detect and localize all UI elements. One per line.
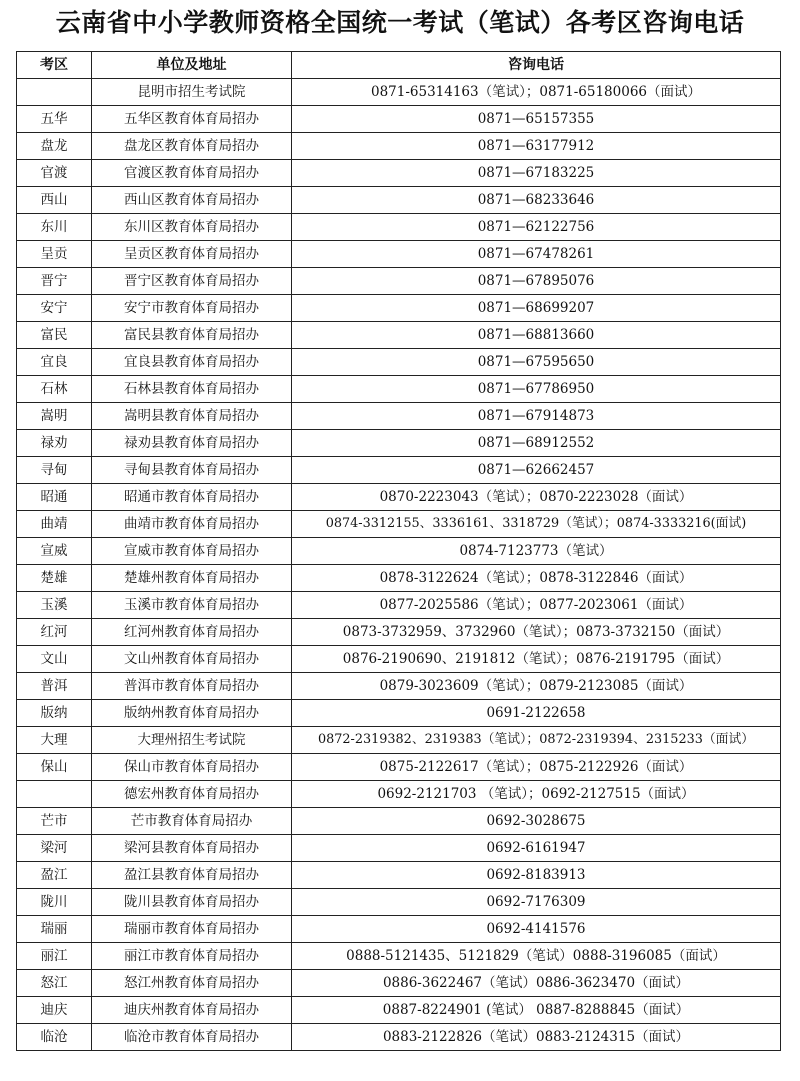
unit-cell: 曲靖市教育体育局招办: [92, 511, 292, 538]
region-cell: 寻甸: [17, 457, 92, 484]
table-row: [17, 376, 781, 403]
unit-cell: 富民县教育体育局招办: [92, 322, 292, 349]
unit-cell: 瑞丽市教育体育局招办: [92, 916, 292, 943]
unit-cell: 芒市教育体育局招办: [92, 808, 292, 835]
region-cell: 版纳: [17, 700, 92, 727]
table-row: [17, 943, 781, 970]
table-row: [17, 106, 781, 133]
phone-cell: 0875-2122617（笔试）；0875-2122926（面试）: [292, 754, 781, 781]
table-body: [17, 79, 781, 1051]
table-row: [17, 511, 781, 538]
phone-cell: 0873-3732959、3732960（笔试）；0873-3732150（面试）: [292, 619, 781, 646]
phone-cell: 0878-3122624（笔试）；0878-3122846（面试）: [292, 565, 781, 592]
header-unit: 单位及地址: [92, 52, 292, 79]
table-row: [17, 484, 781, 511]
phone-cell: 0692-6161947: [292, 835, 781, 862]
table-row: [17, 187, 781, 214]
table-row: [17, 538, 781, 565]
phone-cell: 0871—68813660: [292, 322, 781, 349]
unit-cell: 大理州招生考试院: [92, 727, 292, 754]
table-row: [17, 268, 781, 295]
unit-cell: 安宁市教育体育局招办: [92, 295, 292, 322]
region-cell: 保山: [17, 754, 92, 781]
unit-cell: 宣威市教育体育局招办: [92, 538, 292, 565]
table-row: [17, 430, 781, 457]
phone-cell: 0870-2223043（笔试）；0870-2223028（面试）: [292, 484, 781, 511]
table-row: [17, 997, 781, 1024]
phone-cell: 0874-3312155、3336161、3318729（笔试）；0874-3333216(面试): [292, 511, 781, 538]
table-row: [17, 970, 781, 997]
table-row: [17, 295, 781, 322]
region-cell: 禄劝: [17, 430, 92, 457]
unit-cell: 禄劝县教育体育局招办: [92, 430, 292, 457]
unit-cell: 楚雄州教育体育局招办: [92, 565, 292, 592]
phone-cell: 0883-2122826（笔试）0883-2124315（面试）: [292, 1024, 781, 1051]
region-cell: 曲靖: [17, 511, 92, 538]
table-row: [17, 754, 781, 781]
phone-cell: 0871—67478261: [292, 241, 781, 268]
unit-cell: 陇川县教育体育局招办: [92, 889, 292, 916]
phone-cell: 0692-8183913: [292, 862, 781, 889]
table-row: [17, 133, 781, 160]
unit-cell: 迪庆州教育体育局招办: [92, 997, 292, 1024]
phone-cell: 0887-8224901 (笔试） 0887-8288845（面试）: [292, 997, 781, 1024]
region-cell: 五华: [17, 106, 92, 133]
table-row: [17, 727, 781, 754]
phone-cell: 0692-2121703 （笔试）；0692-2127515（面试）: [292, 781, 781, 808]
contact-table: [16, 51, 781, 1051]
region-cell: 丽江: [17, 943, 92, 970]
region-cell: 东川: [17, 214, 92, 241]
table-row: [17, 403, 781, 430]
unit-cell: 德宏州教育体育局招办: [92, 781, 292, 808]
region-cell: 宜良: [17, 349, 92, 376]
phone-cell: 0871—63177912: [292, 133, 781, 160]
phone-cell: 0871—68912552: [292, 430, 781, 457]
region-cell: 盈江: [17, 862, 92, 889]
phone-cell: 0871—67914873: [292, 403, 781, 430]
phone-cell: 0871—68699207: [292, 295, 781, 322]
table-row: [17, 565, 781, 592]
unit-cell: 玉溪市教育体育局招办: [92, 592, 292, 619]
table-row: [17, 835, 781, 862]
table-row: [17, 889, 781, 916]
phone-cell: 0888-5121435、5121829（笔试）0888-3196085（面试）: [292, 943, 781, 970]
region-cell: 安宁: [17, 295, 92, 322]
unit-cell: 西山区教育体育局招办: [92, 187, 292, 214]
table-row: [17, 862, 781, 889]
table-row: [17, 673, 781, 700]
page-title: 云南省中小学教师资格全国统一考试（笔试）各考区咨询电话: [55, 8, 745, 37]
header-region: 考区: [17, 52, 92, 79]
region-cell: 石林: [17, 376, 92, 403]
region-cell: 瑞丽: [17, 916, 92, 943]
region-cell: 晋宁: [17, 268, 92, 295]
phone-cell: 0692-3028675: [292, 808, 781, 835]
phone-cell: 0876-2190690、2191812（笔试）；0876-2191795（面试）: [292, 646, 781, 673]
region-cell: 盘龙: [17, 133, 92, 160]
region-cell: 西山: [17, 187, 92, 214]
unit-cell: 保山市教育体育局招办: [92, 754, 292, 781]
phone-cell: 0874-7123773（笔试）: [292, 538, 781, 565]
region-cell: 玉溪: [17, 592, 92, 619]
region-cell: 普洱: [17, 673, 92, 700]
table-row: [17, 619, 781, 646]
phone-cell: 0871—67786950: [292, 376, 781, 403]
region-cell: 大理: [17, 727, 92, 754]
unit-cell: 怒江州教育体育局招办: [92, 970, 292, 997]
region-cell: 红河: [17, 619, 92, 646]
unit-cell: 红河州教育体育局招办: [92, 619, 292, 646]
table-row: [17, 700, 781, 727]
region-cell: 芒市: [17, 808, 92, 835]
table-row: [17, 916, 781, 943]
unit-cell: 呈贡区教育体育局招办: [92, 241, 292, 268]
unit-cell: 普洱市教育体育局招办: [92, 673, 292, 700]
unit-cell: 寻甸县教育体育局招办: [92, 457, 292, 484]
table-row: [17, 160, 781, 187]
phone-cell: 0877-2025586（笔试）；0877-2023061（面试）: [292, 592, 781, 619]
unit-cell: 嵩明县教育体育局招办: [92, 403, 292, 430]
table-row: [17, 79, 781, 106]
phone-cell: 0692-7176309: [292, 889, 781, 916]
phone-cell: 0692-4141576: [292, 916, 781, 943]
table-row: [17, 214, 781, 241]
table-row: [17, 457, 781, 484]
table-row: [17, 349, 781, 376]
unit-cell: 官渡区教育体育局招办: [92, 160, 292, 187]
region-cell: [17, 79, 92, 106]
unit-cell: 宜良县教育体育局招办: [92, 349, 292, 376]
region-cell: 嵩明: [17, 403, 92, 430]
phone-cell: 0871—65157355: [292, 106, 781, 133]
phone-cell: 0872-2319382、2319383（笔试）；0872-2319394、2315233（面试）: [292, 727, 781, 754]
phone-cell: 0871—62122756: [292, 214, 781, 241]
table-row: [17, 1024, 781, 1051]
region-cell: 官渡: [17, 160, 92, 187]
region-cell: 楚雄: [17, 565, 92, 592]
phone-cell: 0691-2122658: [292, 700, 781, 727]
region-cell: [17, 781, 92, 808]
table-row: [17, 808, 781, 835]
table-row: [17, 592, 781, 619]
table-row: [17, 781, 781, 808]
phone-cell: 0871—67183225: [292, 160, 781, 187]
unit-cell: 盈江县教育体育局招办: [92, 862, 292, 889]
region-cell: 文山: [17, 646, 92, 673]
region-cell: 昭通: [17, 484, 92, 511]
phone-cell: 0871-65314163（笔试）；0871-65180066（面试）: [292, 79, 781, 106]
unit-cell: 石林县教育体育局招办: [92, 376, 292, 403]
table-row: [17, 322, 781, 349]
table-header-row: [17, 52, 781, 79]
header-phone: 咨询电话: [292, 52, 781, 79]
unit-cell: 昆明市招生考试院: [92, 79, 292, 106]
unit-cell: 版纳州教育体育局招办: [92, 700, 292, 727]
unit-cell: 临沧市教育体育局招办: [92, 1024, 292, 1051]
phone-cell: 0871—68233646: [292, 187, 781, 214]
unit-cell: 晋宁区教育体育局招办: [92, 268, 292, 295]
unit-cell: 盘龙区教育体育局招办: [92, 133, 292, 160]
phone-cell: 0871—67595650: [292, 349, 781, 376]
unit-cell: 文山州教育体育局招办: [92, 646, 292, 673]
unit-cell: 五华区教育体育局招办: [92, 106, 292, 133]
phone-cell: 0871—62662457: [292, 457, 781, 484]
region-cell: 宣威: [17, 538, 92, 565]
region-cell: 迪庆: [17, 997, 92, 1024]
unit-cell: 梁河县教育体育局招办: [92, 835, 292, 862]
unit-cell: 丽江市教育体育局招办: [92, 943, 292, 970]
table-row: [17, 241, 781, 268]
phone-cell: 0879-3023609（笔试）；0879-2123085（面试）: [292, 673, 781, 700]
unit-cell: 东川区教育体育局招办: [92, 214, 292, 241]
phone-cell: 0886-3622467（笔试）0886-3623470（面试）: [292, 970, 781, 997]
region-cell: 富民: [17, 322, 92, 349]
region-cell: 呈贡: [17, 241, 92, 268]
table-row: [17, 646, 781, 673]
region-cell: 临沧: [17, 1024, 92, 1051]
phone-cell: 0871—67895076: [292, 268, 781, 295]
unit-cell: 昭通市教育体育局招办: [92, 484, 292, 511]
region-cell: 陇川: [17, 889, 92, 916]
region-cell: 怒江: [17, 970, 92, 997]
region-cell: 梁河: [17, 835, 92, 862]
